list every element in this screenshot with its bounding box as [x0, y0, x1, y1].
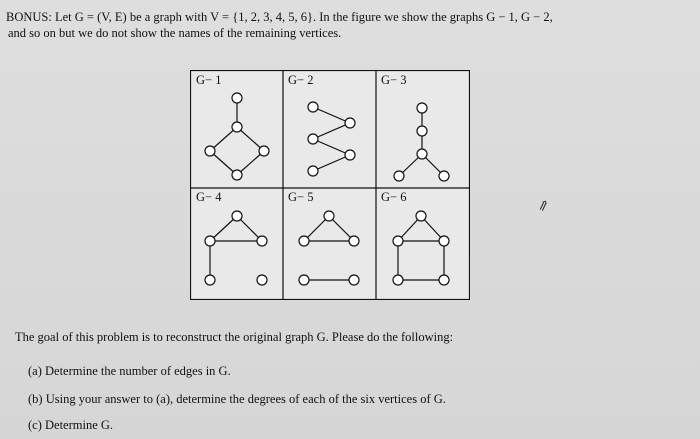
cell-label-g-minus-1: G− 1: [196, 73, 222, 87]
question-c: [28, 418, 113, 433]
question-b: [28, 392, 446, 407]
question-c-label: (c): [28, 418, 42, 432]
cell-label-g-minus-4: G− 4: [196, 190, 222, 204]
question-c-text: Determine G.: [45, 418, 114, 432]
subgraph-grid: [190, 70, 470, 300]
intro-line-2: and so on but we do not show the names of the remaining vertices.: [8, 26, 342, 40]
cell-label-g-minus-3: G− 3: [381, 73, 407, 87]
cell-label-g-minus-5: G− 5: [288, 190, 314, 204]
question-a-label: (a): [28, 364, 42, 378]
question-b-text: Using your answer to (a), determine the degrees of each of the six vertices of G.: [45, 392, 446, 406]
cell-label-g-minus-2: G− 2: [288, 73, 314, 87]
cell-label-g-minus-6: G− 6: [381, 190, 407, 204]
question-a: [28, 364, 231, 379]
goal-statement: The goal of this problem is to reconstruct the original graph G. Please do the following:: [15, 330, 454, 344]
question-b-label: (b): [28, 392, 43, 406]
intro-line-1: BONUS: Let G = (V, E) be a graph with V = {1, 2, 3, 4, 5, 6}. In the figure we show the graphs G − 1, G − 2,: [6, 10, 553, 24]
question-a-text: Determine the number of edges in G.: [45, 364, 231, 378]
subgraph-figure: [190, 70, 470, 300]
mouse-cursor-icon: ⇗: [535, 197, 552, 216]
